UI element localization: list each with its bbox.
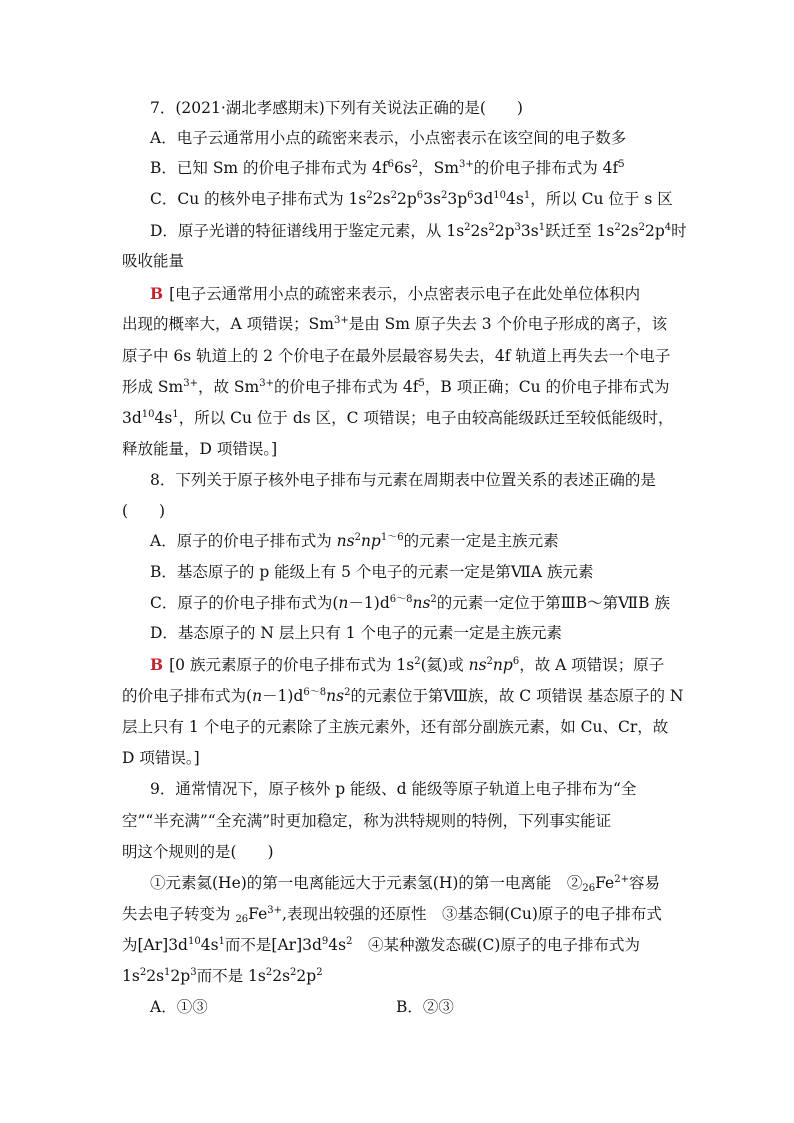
q7-explanation-line: 形成 $Sm^{3+}$，故 $Sm^{3+}$的价电子排布式为 $4f^5$，B 项正确；Cu 的价电子排布式为 — [122, 378, 670, 396]
q9-stem-cont: 明这个规则的是( ) — [122, 843, 274, 861]
q9-option-a: A．①③ — [150, 998, 208, 1016]
q8-explanation-line: B [0 族元素原子的价电子排布式为 $1s^2$(氦)或 $ns^2np^6$，故 A 项错误；原子 — [150, 655, 665, 674]
q7-answer: B — [150, 284, 164, 303]
q7-option-a: A．电子云通常用小点的疏密来表示，小点密表示在该空间的电子数多 — [150, 129, 627, 147]
q9-stem: 9．通常情况下，原子核外 p 能级、d 能级等原子轨道上电子排布为“全 — [150, 780, 637, 798]
q8-explanation-line: D 项错误。] — [122, 749, 200, 767]
q9-statement-line: 失去电子转变为 $_{26}Fe^{3+}$,表现出较强的还原性 ③基态铜(Cu)原子的电子排布式 — [122, 905, 662, 925]
q8-stem: 8．下列关于原子核外电子排布与元素在周期表中位置关系的表述正确的是 — [150, 471, 656, 489]
q7-explanation-line: B [电子云通常用小点的疏密来表示，小点密表示电子在此处单位体积内 — [150, 284, 641, 303]
q7-explanation-line: 原子中 6s 轨道上的 2 个价电子在最外层最容易失去，4f 轨道上再失去一个电子 — [122, 347, 671, 365]
q7-explanation-line: 释放能量，D 项错误。] — [122, 440, 278, 458]
q7-option-d-cont: 吸收能量 — [122, 252, 185, 270]
q8-option-d: D．基态原子的 N 层上只有 1 个电子的元素一定是主族元素 — [150, 624, 563, 642]
q9-stem-cont: 空”“半充满”“全充满”时更加稳定，称为洪特规则的特例，下列事实能证 — [122, 812, 612, 830]
q8-option-c: C．原子的价电子排布式为$(n-1)d^{6\sim 8}ns^2$的元素一定位于第ⅢB～第ⅦB 族 — [150, 594, 670, 612]
q7-explanation-line: 出现的概率大，A 项错误；$Sm^{3+}$是由 Sm 原子失去 3 个价电子形成的离子，该 — [122, 315, 668, 333]
q8-explanation-line: 的价电子排布式为$(n-1)d^{6\sim 8}ns^2$的元素位于第Ⅷ族，故 C 项错误 基态原子的 N — [122, 687, 684, 705]
q7-explanation-line: $3d^{10}4s^1$，所以 Cu 位于 ds 区，C 项错误；电子由较高能级跃迁至较低能级时， — [122, 409, 674, 427]
q7-option-b: B．已知 Sm 的价电子排布式为 $4f^66s^2$，$Sm^{3+}$的价电子排布式为 $4f^5$ — [150, 159, 625, 177]
q9-statement-line: $1s^22s^12p^3$而不是 $1s^22s^22p^2$ — [122, 967, 323, 985]
q8-answer: B — [150, 655, 164, 674]
q9-option-b: B．②③ — [396, 998, 454, 1016]
q7-option-d: D．原子光谱的特征谱线用于鉴定元素，从 $1s^22s^22p^33s^1$跃迁至 $1s^22s^22p^4$时 — [150, 222, 687, 240]
q8-option-a: A．原子的价电子排布式为 $ns^2np^{1\sim 6}$的元素一定是主族元素 — [150, 532, 559, 550]
q9-statement-line: 为$[Ar]3d^{10}4s^1$而不是$[Ar]3d^94s^2$ ④某种激发态碳(C)原子的电子排布式为 — [122, 936, 640, 954]
q9-options-row — [150, 996, 710, 1018]
q7-option-c: C．Cu 的核外电子排布式为 $1s^22s^22p^63s^23p^63d^{10}4s^1$，所以 Cu 位于 s 区 — [150, 190, 673, 208]
q8-stem-cont: ( ) — [122, 502, 166, 520]
q9-statement-line: ①元素氦(He)的第一电离能远大于元素氢(H)的第一电离能 $②_{26}Fe^{2+}$容易 — [150, 874, 660, 894]
q8-option-b: B．基态原子的 p 能级上有 5 个电子的元素一定是第ⅦA 族元素 — [150, 563, 594, 581]
q8-explanation-line: 层上只有 1 个电子的元素除了主族元素外，还有部分副族元素，如 Cu、Cr，故 — [122, 718, 669, 736]
q7-stem: 7．(2021·湖北孝感期末)下列有关说法正确的是( ) — [150, 99, 523, 117]
